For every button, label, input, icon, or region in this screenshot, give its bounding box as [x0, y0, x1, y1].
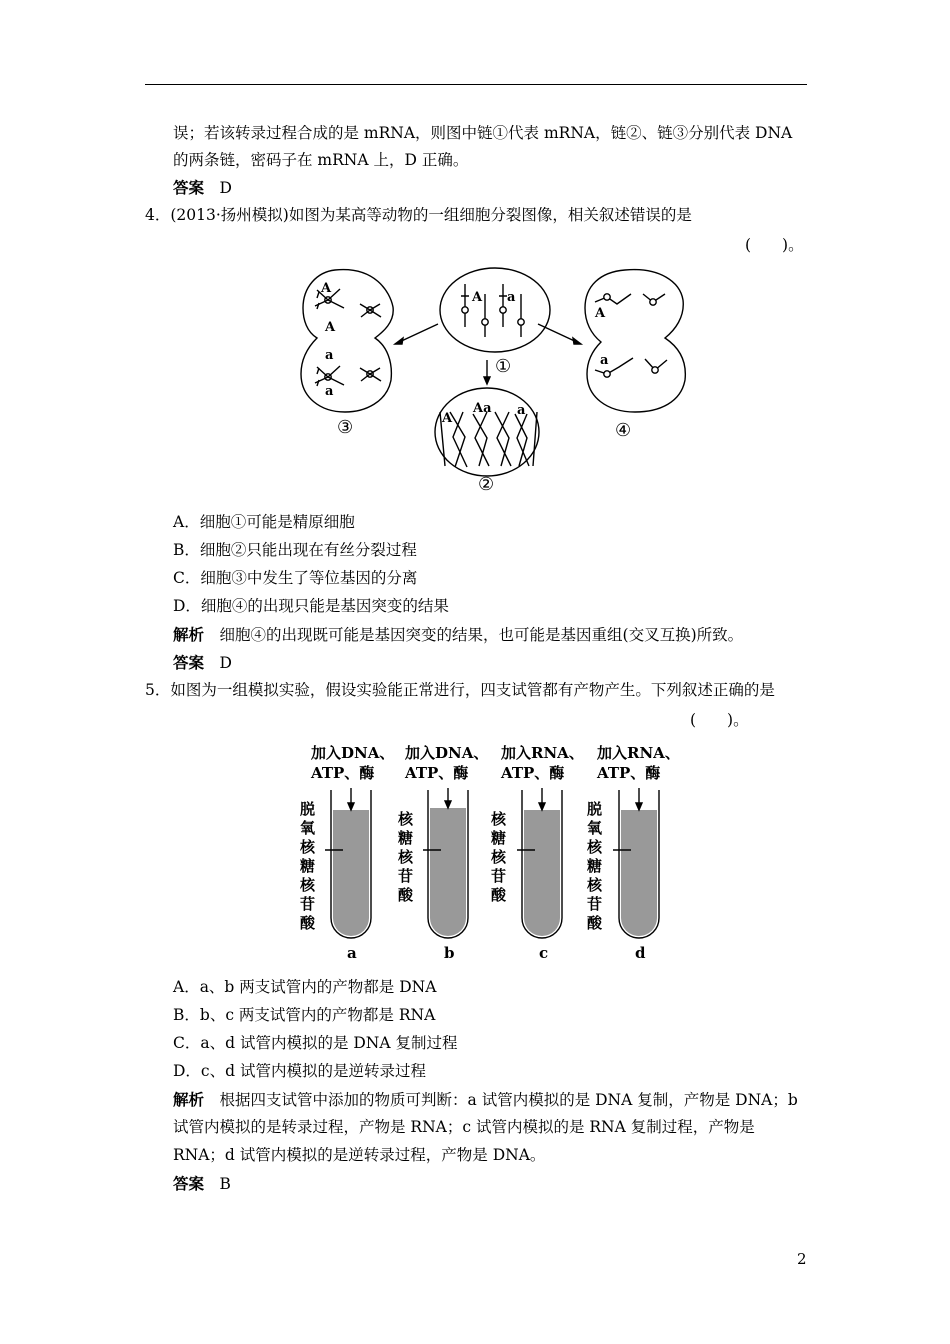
- answer-bracket: ( )。: [745, 236, 804, 254]
- cell-3-chromosomes: [315, 289, 381, 386]
- gene-label: a: [507, 290, 516, 305]
- gene-label: A: [472, 290, 483, 305]
- test-tube-a: [325, 788, 371, 938]
- cell-1-outline: [440, 268, 550, 352]
- gene-label: a: [600, 353, 609, 368]
- tube-reagent: ATP、酶: [501, 764, 565, 782]
- cell-2-chromosomes: [440, 412, 537, 467]
- option: B．细胞②只能出现在有丝分裂过程: [173, 541, 417, 559]
- question-4-stem: 4．(2013·扬州模拟)如图为某高等动物的一组细胞分裂图像，相关叙述错误的是: [145, 206, 692, 224]
- option: B．b、c 两支试管内的产物都是 RNA: [173, 1006, 436, 1024]
- test-tube-c: [517, 788, 562, 938]
- gene-label: A: [321, 281, 332, 296]
- analysis-line: 试管内模拟的是转录过程，产物是 RNA；c 试管内模拟的是 RNA 复制过程，产物是: [173, 1118, 755, 1136]
- tube-reagent: 加入RNA、: [501, 744, 584, 762]
- question-source: (2013·扬州模拟): [170, 206, 289, 224]
- analysis-line: 解析 细胞④的出现既可能是基因突变的结果，也可能是基因重组(交叉互换)所致。: [173, 625, 744, 644]
- answer-label: 答案: [173, 1174, 205, 1193]
- division-arrows: [395, 324, 581, 384]
- gene-label: a: [325, 384, 334, 399]
- cell-division-figure: [295, 262, 715, 501]
- analysis-label: 解析: [173, 625, 205, 644]
- header-rule: [145, 84, 807, 85]
- answer-line: [173, 174, 232, 202]
- tube-reagent: 加入RNA、: [597, 744, 680, 762]
- cell-label: ④: [615, 420, 632, 441]
- tube-reagent: ATP、酶: [405, 764, 469, 782]
- gene-label: a: [325, 348, 334, 363]
- tube-label: c: [539, 944, 549, 962]
- answer-value: D: [219, 179, 232, 197]
- tube-label: d: [635, 944, 646, 962]
- tube-reagent: 加入DNA、: [311, 744, 395, 762]
- tube-content-b: 核糖核苷酸: [398, 810, 414, 904]
- analysis-line: 解析 根据四支试管中添加的物质可判断：a 试管内模拟的是 DNA 复制，产物是 DNA；b: [173, 1090, 798, 1109]
- cell-label: ③: [337, 417, 354, 438]
- tube-label: b: [444, 944, 455, 962]
- answer-label: 答案: [173, 178, 205, 197]
- gene-label: A: [325, 320, 336, 335]
- cell-label: ②: [478, 474, 495, 495]
- answer-value: D: [219, 654, 232, 672]
- tube-label: a: [347, 944, 357, 962]
- page-number: 2: [797, 1250, 807, 1268]
- gene-label: A: [442, 411, 453, 426]
- test-tube-d: [613, 788, 659, 938]
- gene-label: A: [595, 306, 606, 321]
- option: A．细胞①可能是精原细胞: [173, 513, 355, 531]
- answer-bracket: ( )。: [690, 711, 749, 729]
- analysis-line: RNA；d 试管内模拟的是逆转录过程，产物是 DNA。: [173, 1146, 546, 1164]
- tube-reagent: 加入DNA、: [405, 744, 489, 762]
- option: C．a、d 试管内模拟的是 DNA 复制过程: [173, 1034, 458, 1052]
- text-line: 的两条链，密码子在 mRNA 上，D 正确。: [173, 151, 469, 169]
- answer-value: B: [219, 1175, 231, 1193]
- answer-line: [173, 649, 232, 677]
- question-5-stem: 5．如图为一组模拟实验，假设实验能正常进行，四支试管都有产物产生。下列叙述正确的是: [145, 681, 775, 699]
- tube-reagent: ATP、酶: [597, 764, 661, 782]
- option: D．细胞④的出现只能是基因突变的结果: [173, 597, 449, 615]
- answer-label: 答案: [173, 653, 205, 672]
- cell-label: ①: [495, 356, 512, 377]
- analysis-label: 解析: [173, 1090, 205, 1109]
- text-line: 误；若该转录过程合成的是 mRNA，则图中链①代表 mRNA，链②、链③分别代表 DNA: [173, 124, 793, 142]
- option: D．c、d 试管内模拟的是逆转录过程: [173, 1062, 426, 1080]
- test-tube-b: [423, 788, 468, 938]
- tube-content-d: 脱氧核糖核苷酸: [587, 800, 603, 932]
- cell-3-outline: [301, 270, 393, 412]
- gene-label: Aa: [473, 401, 492, 416]
- answer-line: [173, 1170, 231, 1198]
- tube-content-a: 脱氧核糖核苷酸: [300, 800, 316, 932]
- gene-label: a: [517, 403, 526, 418]
- tube-reagent: ATP、酶: [311, 764, 375, 782]
- option: C．细胞③中发生了等位基因的分离: [173, 569, 418, 587]
- option: A．a、b 两支试管内的产物都是 DNA: [173, 978, 437, 996]
- tube-content-c: 核糖核苷酸: [491, 810, 507, 904]
- cell-4-outline: [585, 270, 685, 412]
